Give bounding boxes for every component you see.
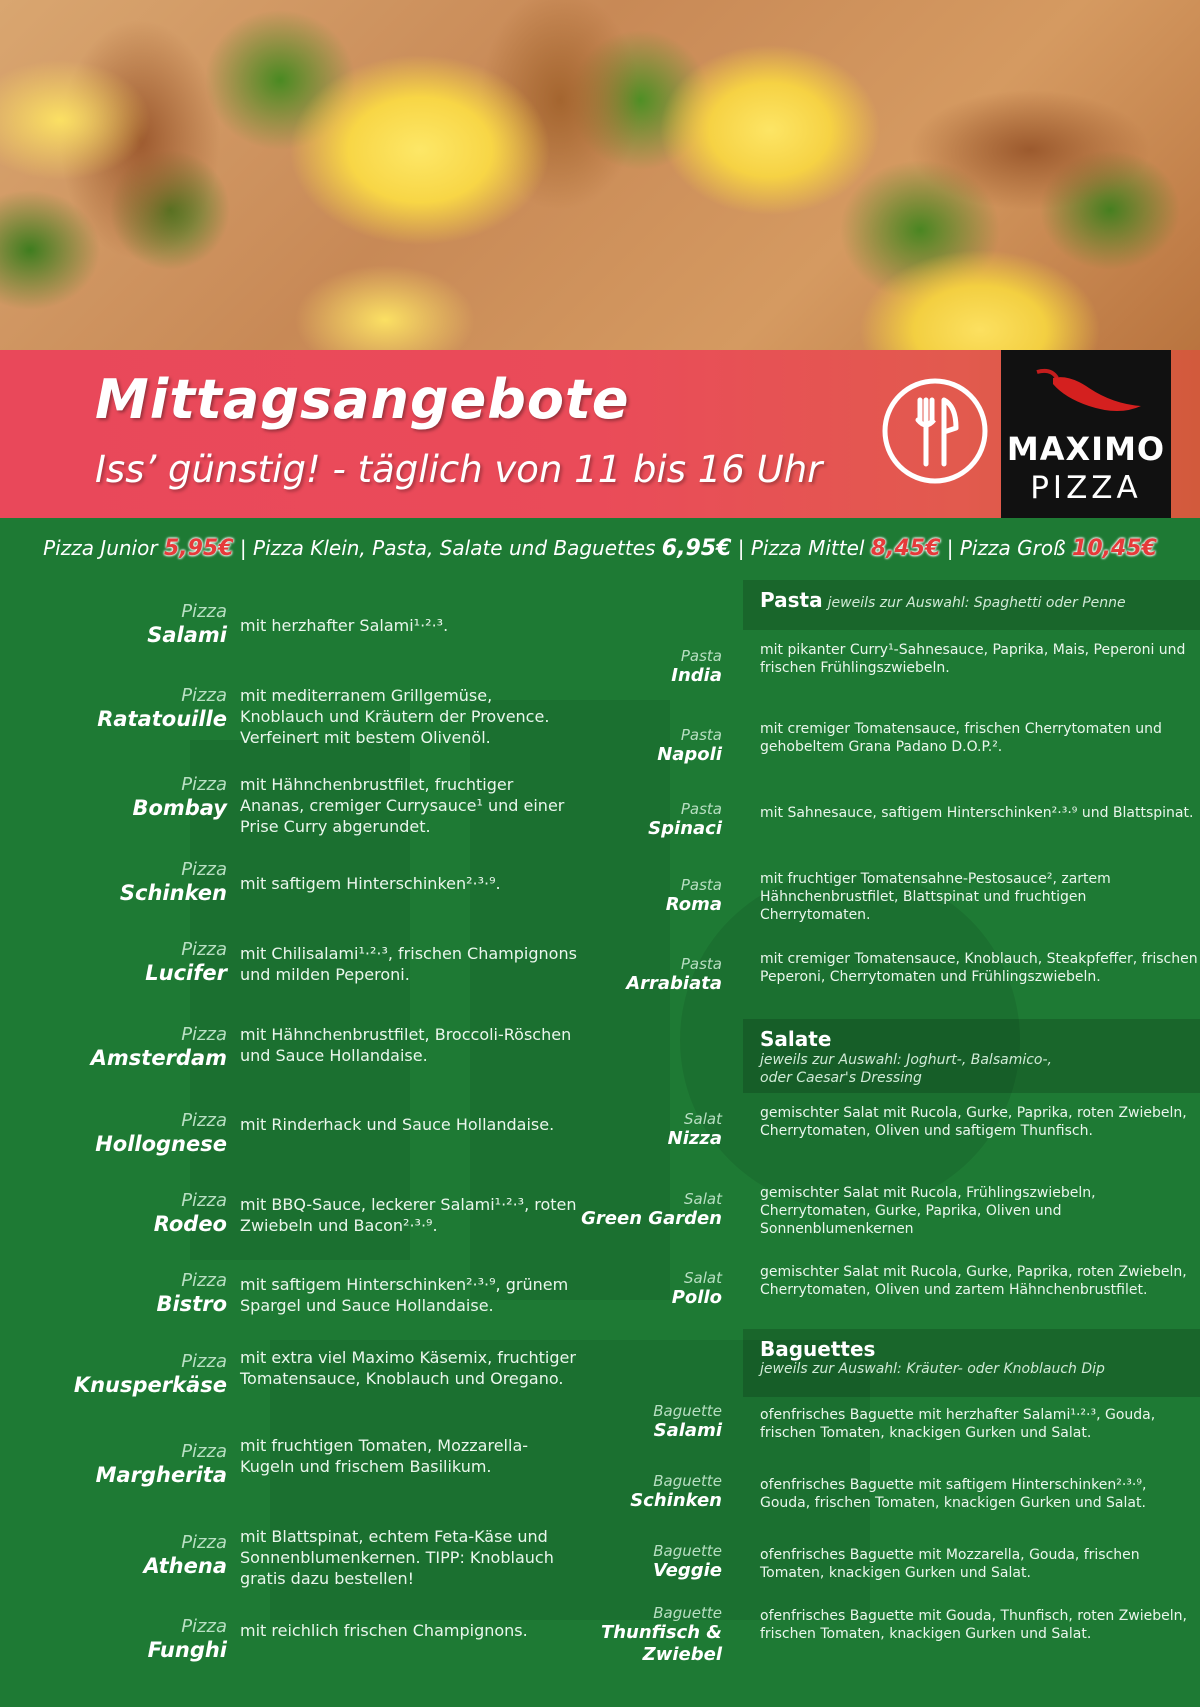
section-title: Salate — [760, 1027, 832, 1051]
item-category: Pizza — [181, 939, 227, 960]
item-name: Bombay — [132, 796, 227, 820]
item-description: mit saftigem Hinterschinken²·³·⁹. — [240, 874, 501, 893]
item-name: Lucifer — [145, 961, 227, 985]
item-name: Bistro — [156, 1292, 227, 1316]
price-mittel: 8,45€ — [870, 536, 941, 561]
item-category: Pizza — [181, 1351, 227, 1372]
baguettes-section-header — [743, 1329, 1200, 1397]
item-description: gemischter Salat mit Rucola, Gurke, Paprika, roten Zwiebeln, Cherrytomaten, Oliven und saftigem Thunfisch. — [760, 1105, 1187, 1139]
item-description: mit saftigem Hinterschinken²·³·⁹, grünem Spargel und Sauce Hollandaise. — [240, 1275, 569, 1315]
item-category: Pasta — [680, 800, 722, 818]
item-description: mit cremiger Tomatensauce, frischen Cherrytomaten und gehobeltem Grana Padano D.O.P.². — [760, 721, 1162, 755]
item-description: mit Hähnchenbrustfilet, Broccoli-Röschen und Sauce Hollandaise. — [240, 1025, 572, 1065]
item-name: India — [671, 665, 722, 686]
logo-name: MAXIMO — [1006, 430, 1166, 468]
item-category: Pasta — [680, 955, 722, 973]
section-title: Baguettes — [760, 1337, 876, 1361]
item-name: Rodeo — [153, 1212, 227, 1236]
item-name: Knusperkäse — [73, 1373, 227, 1397]
item-name: Athena — [143, 1554, 227, 1578]
salate-section-header — [743, 1019, 1200, 1093]
item-category: Pizza — [181, 859, 227, 880]
item-description: mit Hähnchenbrustfilet, fruchtiger Ananas, cremiger Currysauce¹ und einer Prise Curry abgerundet. — [240, 775, 565, 836]
item-category: Pizza — [181, 685, 227, 706]
item-description: mit herzhafter Salami¹·²·³. — [240, 616, 449, 635]
item-category: Pizza — [181, 1532, 227, 1553]
item-description: mit reichlich frischen Champignons. — [240, 1621, 528, 1640]
item-description: ofenfrisches Baguette mit herzhafter Salami¹·²·³, Gouda, frischen Tomaten, knackigen Gurken und Salat. — [760, 1407, 1156, 1441]
section-note: jeweils zur Auswahl: Kräuter- oder Knoblauch Dip — [760, 1361, 1105, 1377]
item-description: mit fruchtiger Tomatensahne-Pestosauce², zartem Hähnchenbrustfilet, Blattspinat und fruchtigen Cherrytomaten. — [760, 871, 1111, 923]
item-name: Funghi — [147, 1638, 227, 1662]
item-category: Pizza — [181, 1110, 227, 1131]
section-note: jeweils zur Auswahl: Spaghetti oder Penne — [827, 595, 1126, 611]
item-description: mit extra viel Maximo Käsemix, fruchtiger Tomatensauce, Knoblauch und Oregano. — [240, 1348, 576, 1388]
item-category: Pasta — [680, 726, 722, 744]
item-category: Pizza — [181, 1024, 227, 1045]
price-label-klein: Pizza Klein, Pasta, Salate und Baguettes — [253, 536, 656, 560]
page-title: Mittagsangebote — [95, 368, 630, 431]
page-subtitle: Iss’ günstig! - täglich von 11 bis 16 Uhr — [95, 448, 823, 491]
price-gross: 10,45€ — [1072, 536, 1157, 561]
item-description: mit pikanter Curry¹-Sahnesauce, Paprika, Mais, Peperoni und frischen Frühlingszwiebeln. — [760, 642, 1186, 676]
item-category: Salat — [684, 1190, 722, 1208]
item-category: Pizza — [181, 601, 227, 622]
item-name: Amsterdam — [90, 1046, 227, 1070]
item-name: Green Garden — [581, 1208, 722, 1229]
price-label-gross: Pizza Groß — [959, 536, 1066, 560]
item-category: Salat — [684, 1110, 722, 1128]
price-label-mittel: Pizza Mittel — [750, 536, 865, 560]
item-category: Pasta — [680, 647, 722, 665]
price-klein: 6,95€ — [661, 536, 732, 561]
item-description: mit fruchtigen Tomaten, Mozzarella-Kugeln und frischem Basilikum. — [240, 1436, 529, 1476]
item-name: Ratatouille — [97, 707, 227, 731]
item-description: mit cremiger Tomatensauce, Knoblauch, Steakpfeffer, frischen Peperoni, Cherrytomaten und Frühlingszwiebeln. — [760, 951, 1198, 985]
item-name: Veggie — [653, 1560, 722, 1581]
item-name: Spinaci — [648, 818, 722, 839]
item-name: Schinken — [630, 1490, 722, 1511]
price-label-junior: Pizza Junior — [43, 536, 158, 560]
section-note: jeweils zur Auswahl: Joghurt-, Balsamico-, oder Caesar's Dressing — [760, 1052, 1052, 1086]
item-description: mit Chilisalami¹·²·³, frischen Champignons und milden Peperoni. — [240, 944, 577, 984]
item-description: ofenfrisches Baguette mit saftigem Hinterschinken²·³·⁹, Gouda, frischen Tomaten, knackigen Gurken und Salat. — [760, 1477, 1147, 1511]
item-name: Salami — [147, 623, 227, 647]
price-separator: | — [737, 536, 745, 560]
item-category: Baguette — [653, 1542, 722, 1560]
item-description: ofenfrisches Baguette mit Gouda, Thunfisch, roten Zwiebeln, frischen Tomaten, knackigen Gurken und Salat. — [760, 1608, 1187, 1642]
item-name: Hollognese — [95, 1132, 227, 1156]
item-description: ofenfrisches Baguette mit Mozzarella, Gouda, frischen Tomaten, knackigen Gurken und Salat. — [760, 1547, 1140, 1581]
item-description: mit BBQ-Sauce, leckerer Salami¹·²·³, roten Zwiebeln und Bacon²·³·⁹. — [240, 1195, 577, 1235]
price-separator: | — [946, 536, 954, 560]
item-name: Salami — [653, 1420, 722, 1441]
item-category: Pizza — [181, 1270, 227, 1291]
item-name: Arrabiata — [626, 973, 722, 994]
chili-pepper-icon — [1029, 362, 1145, 420]
hero-pizza-photo — [0, 0, 1200, 350]
maximo-pizza-logo — [1001, 350, 1171, 518]
item-category: Pizza — [181, 1190, 227, 1211]
pasta-section-header — [743, 580, 1200, 630]
item-category: Pizza — [181, 774, 227, 795]
item-category: Pizza — [181, 1616, 227, 1637]
item-name: Roma — [665, 894, 722, 915]
item-description: gemischter Salat mit Rucola, Gurke, Paprika, roten Zwiebeln, Cherrytomaten, Oliven und zartem Hähnchenbrustfilet. — [760, 1264, 1187, 1298]
item-description: mit Sahnesauce, saftigem Hinterschinken²·³·⁹ und Blattspinat. — [760, 805, 1194, 821]
item-name: Thunfisch & Zwiebel — [600, 1622, 722, 1665]
item-description: gemischter Salat mit Rucola, Frühlingszwiebeln, Cherrytomaten, Gurke, Paprika, Oliven und Sonnenblumenkernen — [760, 1185, 1096, 1237]
item-name: Margherita — [95, 1463, 227, 1487]
item-description: mit Rinderhack und Sauce Hollandaise. — [240, 1115, 555, 1134]
item-category: Baguette — [653, 1604, 722, 1622]
item-name: Pollo — [671, 1287, 722, 1308]
item-category: Pasta — [680, 876, 722, 894]
cutlery-icon — [880, 376, 990, 486]
section-title: Pasta — [760, 588, 823, 612]
price-separator: | — [239, 536, 247, 560]
item-category: Pizza — [181, 1441, 227, 1462]
item-name: Nizza — [667, 1128, 722, 1149]
item-category: Baguette — [653, 1472, 722, 1490]
item-description: mit mediterranem Grillgemüse, Knoblauch und Kräutern der Provence. Verfeinert mit bestem Olivenöl. — [240, 686, 550, 747]
price-bar — [0, 536, 1200, 561]
logo-sub: PIZZA — [1030, 470, 1142, 506]
item-name: Napoli — [657, 744, 722, 765]
item-name: Schinken — [119, 881, 227, 905]
price-junior: 5,95€ — [163, 536, 234, 561]
item-category: Baguette — [653, 1402, 722, 1420]
item-category: Salat — [684, 1269, 722, 1287]
item-description: mit Blattspinat, echtem Feta-Käse und Sonnenblumenkernen. TIPP: Knoblauch gratis dazu bestellen! — [240, 1527, 554, 1588]
